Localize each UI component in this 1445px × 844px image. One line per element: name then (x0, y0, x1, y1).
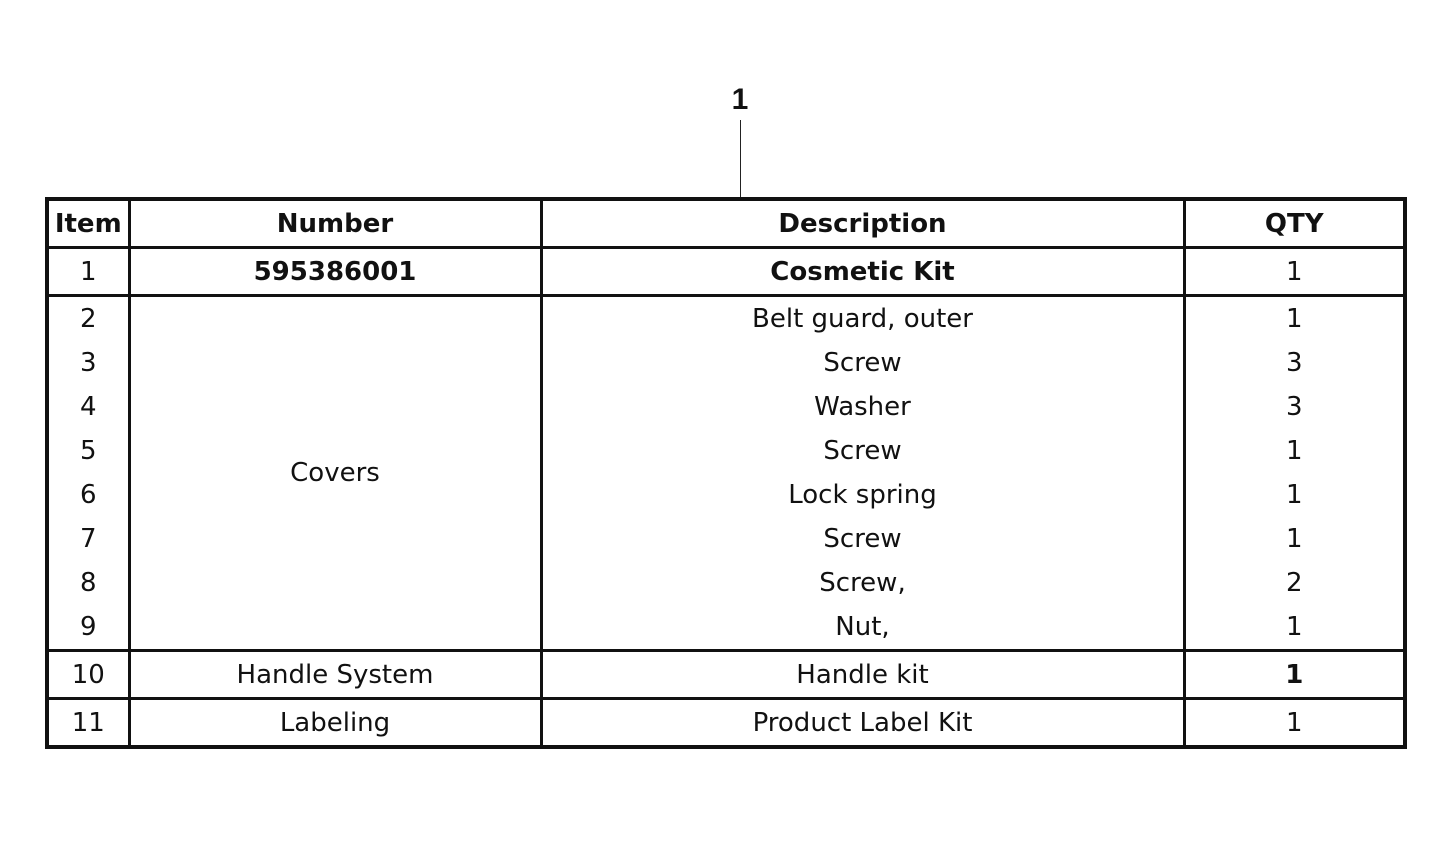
table-row (47, 248, 1405, 296)
cell-qty: 1 (1184, 699, 1405, 748)
header-description: Description (541, 199, 1184, 248)
cell-qty: 1 (1184, 651, 1405, 699)
cell-description: Screw, (541, 561, 1184, 605)
table-row (47, 296, 1405, 342)
cell-description: Handle kit (541, 651, 1184, 699)
cell-item: 6 (47, 473, 129, 517)
cell-item: 5 (47, 429, 129, 473)
cell-qty: 3 (1184, 385, 1405, 429)
cell-description: Screw (541, 429, 1184, 473)
header-item: Item (47, 199, 129, 248)
cell-qty: 3 (1184, 341, 1405, 385)
cell-description: Cosmetic Kit (541, 248, 1184, 296)
cell-item: 7 (47, 517, 129, 561)
cell-item: 9 (47, 605, 129, 651)
table-row (47, 651, 1405, 699)
cell-description: Belt guard, outer (541, 296, 1184, 342)
cell-item: 2 (47, 296, 129, 342)
cell-description: Product Label Kit (541, 699, 1184, 748)
header-qty: QTY (1184, 199, 1405, 248)
cell-qty: 1 (1184, 517, 1405, 561)
cell-qty: 1 (1184, 429, 1405, 473)
cell-description: Screw (541, 341, 1184, 385)
header-number: Number (129, 199, 541, 248)
cell-number-covers: Covers (129, 296, 541, 651)
cell-qty: 1 (1184, 248, 1405, 296)
parts-table (45, 197, 1407, 749)
cell-qty: 1 (1184, 296, 1405, 342)
callout-leader-line (740, 120, 741, 199)
cell-item: 8 (47, 561, 129, 605)
cell-item: 4 (47, 385, 129, 429)
cell-qty: 1 (1184, 605, 1405, 651)
cell-number: 595386001 (129, 248, 541, 296)
cell-description: Lock spring (541, 473, 1184, 517)
cell-qty: 1 (1184, 473, 1405, 517)
cell-description: Screw (541, 517, 1184, 561)
table-row (47, 699, 1405, 748)
cell-description: Nut, (541, 605, 1184, 651)
cell-item: 10 (47, 651, 129, 699)
cell-item: 11 (47, 699, 129, 748)
cell-description: Washer (541, 385, 1184, 429)
cell-number: Handle System (129, 651, 541, 699)
cell-qty: 2 (1184, 561, 1405, 605)
cell-item: 1 (47, 248, 129, 296)
header-row (47, 199, 1405, 248)
cell-item: 3 (47, 341, 129, 385)
callout-number: 1 (731, 83, 749, 116)
cell-number: Labeling (129, 699, 541, 748)
